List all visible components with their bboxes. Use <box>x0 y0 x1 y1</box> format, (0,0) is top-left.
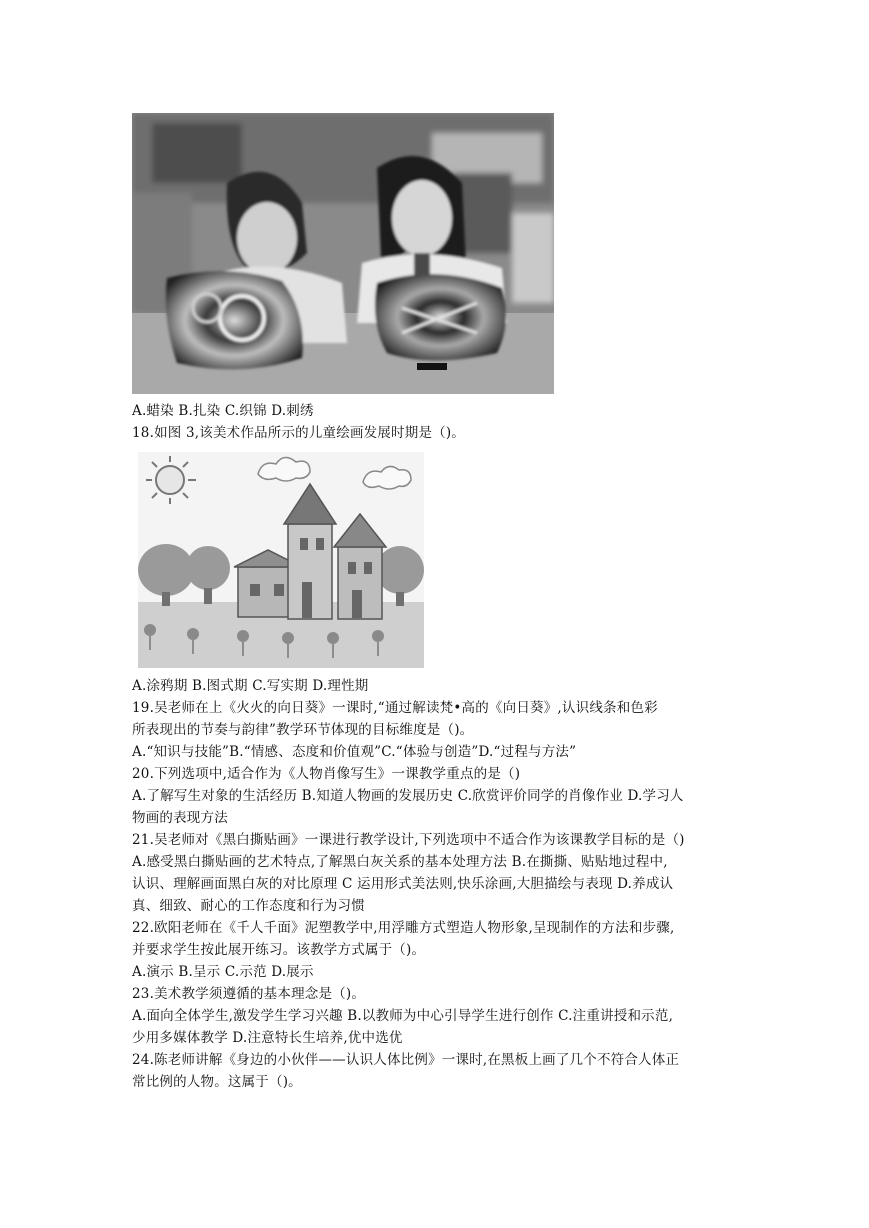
q21-options-line3: 真、细致、耐心的工作态度和行为习惯 <box>132 898 365 914</box>
q22-options: A.演示 B.呈示 C.示范 D.展示 <box>132 964 314 980</box>
q19-stem-line2: 所表现出的节奏与韵律”教学环节体现的目标维度是（)。 <box>132 722 474 738</box>
q20-options-line2: 物画的表现方法 <box>132 810 228 826</box>
q19-options: A.“知识与技能”B.“情感、态度和价值观”C.“体验与创造”D.“过程与方法” <box>132 744 577 760</box>
q18-options: A.涂鸦期 B.图式期 C.写实期 D.理性期 <box>132 678 369 694</box>
child-drawing-figure <box>138 452 424 668</box>
q20-stem: 20.下列选项中,适合作为《人物肖像写生》一课教学重点的是（) <box>132 766 521 782</box>
q24-stem-line2: 常比例的人物。这属于（)。 <box>132 1074 302 1090</box>
q22-stem-line1: 22.欧阳老师在《千人千面》泥塑教学中,用浮雕方式塑造人物形象,呈现制作的方法和步骤, <box>132 920 675 936</box>
q17-options: A.蜡染 B.扎染 C.织锦 D.刺绣 <box>132 403 314 419</box>
text-block-1 <box>132 400 752 444</box>
q22-stem-line2: 并要求学生按此展开练习。该教学方式属于（)。 <box>132 942 426 958</box>
q24-stem-line1: 24.陈老师讲解《身边的小伙伴——认识人体比例》一课时,在黑板上画了几个不符合人体正 <box>132 1052 680 1068</box>
q21-options-line2: 认识、理解画面黑白灰的对比原理 C 运用形式美法则,快乐涂画,大胆描绘与表现 D.养成认 <box>132 876 674 892</box>
q20-options-line1: A.了解写生对象的生活经历 B.知道人物画的发展历史 C.欣赏评价同学的肖像作业 D.学习人 <box>132 788 684 804</box>
q19-stem-line1: 19.吴老师在上《火火的向日葵》一课时,“通过解读梵•高的《向日葵》,认识线条和色彩 <box>132 700 658 716</box>
tie-dye-photo <box>132 113 554 394</box>
text-block-2 <box>132 675 752 1093</box>
q18-stem: 18.如图 3,该美术作品所示的儿童绘画发展时期是（)。 <box>132 425 466 441</box>
q23-options-line2: 少用多媒体教学 D.注意特长生培养,优中选优 <box>132 1030 403 1046</box>
q23-stem: 23.美术教学须遵循的基本理念是（)。 <box>132 986 366 1002</box>
q21-stem: 21.吴老师对《黑白撕贴画》一课进行教学设计,下列选项中不适合作为该课教学目标的是（) <box>132 832 685 848</box>
q21-options-line1: A.感受黑白撕贴画的艺术特点,了解黑白灰关系的基本处理方法 B.在撕撕、贴贴地过程中, <box>132 854 668 870</box>
q23-options-line1: A.面向全体学生,激发学生学习兴趣 B.以教师为中心引导学生进行创作 C.注重讲授和示范, <box>132 1008 674 1024</box>
